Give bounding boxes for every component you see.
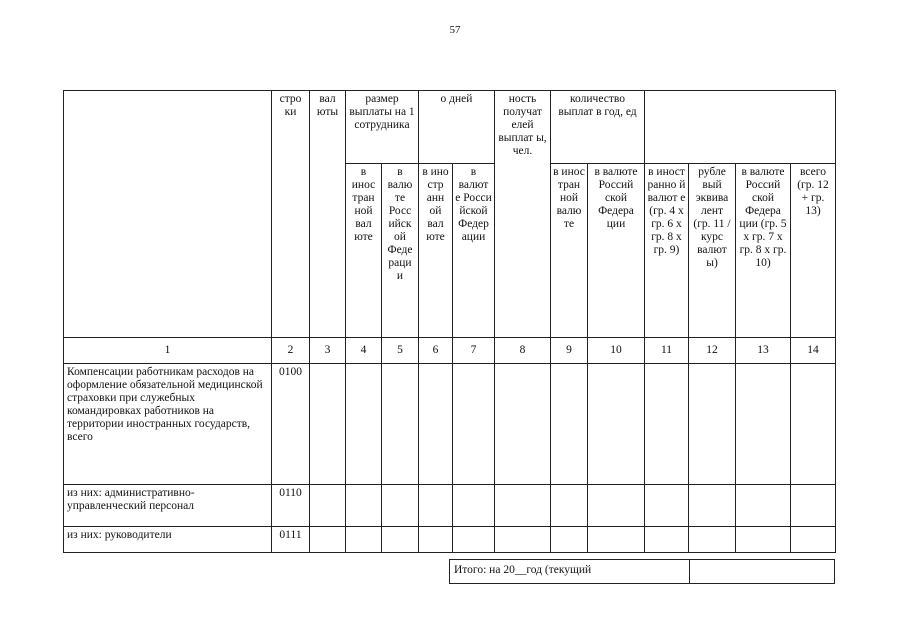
- column-number: 6: [419, 338, 453, 364]
- subheader-c13: в валюте Россий ской Федера ции (гр. 5 х гр. 7 х гр. 8 х гр. 10): [736, 164, 791, 338]
- total-value-cell[interactable]: [690, 560, 834, 583]
- data-cell[interactable]: [346, 485, 382, 527]
- data-cell[interactable]: [310, 527, 346, 553]
- data-cell[interactable]: [645, 485, 689, 527]
- header-rows: стро ки: [272, 91, 310, 338]
- column-number-row: [64, 338, 836, 364]
- row-code: 0111: [272, 527, 310, 553]
- data-cell[interactable]: [791, 364, 836, 485]
- data-cell[interactable]: [419, 485, 453, 527]
- column-number: 3: [310, 338, 346, 364]
- column-number: 12: [689, 338, 736, 364]
- data-cell[interactable]: [551, 364, 588, 485]
- subheader-c7: в валют е Росси йской Федер ации: [453, 164, 495, 338]
- header-days: о дней: [419, 91, 495, 164]
- subheader-c6: в ино стр анн ой вал юте: [419, 164, 453, 338]
- table-row: [64, 527, 836, 553]
- data-cell[interactable]: [419, 527, 453, 553]
- data-cell[interactable]: [453, 364, 495, 485]
- column-number: 5: [382, 338, 419, 364]
- subheader-c11: в иност ранно й валют е (гр. 4 х гр. 6 х гр. 8 х гр. 9): [645, 164, 689, 338]
- column-number: 7: [453, 338, 495, 364]
- data-cell[interactable]: [645, 527, 689, 553]
- data-cell[interactable]: [382, 364, 419, 485]
- data-cell[interactable]: [453, 485, 495, 527]
- data-cell[interactable]: [495, 485, 551, 527]
- data-cell[interactable]: [310, 485, 346, 527]
- data-cell[interactable]: [419, 364, 453, 485]
- header-payment-count: количество выплат в год, ед: [551, 91, 645, 164]
- data-cell[interactable]: [588, 485, 645, 527]
- row-label: из них: руководители: [64, 527, 272, 553]
- column-number: 9: [551, 338, 588, 364]
- row-label: из них: административно-управленческий персонал: [64, 485, 272, 527]
- column-number: 2: [272, 338, 310, 364]
- page-number: 57: [449, 24, 461, 36]
- data-cell[interactable]: [495, 364, 551, 485]
- data-cell[interactable]: [689, 485, 736, 527]
- data-cell[interactable]: [310, 364, 346, 485]
- data-cell[interactable]: [736, 364, 791, 485]
- table-row: [64, 364, 836, 485]
- column-number: 1: [64, 338, 272, 364]
- data-cell[interactable]: [689, 364, 736, 485]
- data-cell[interactable]: [588, 364, 645, 485]
- data-cell[interactable]: [791, 485, 836, 527]
- expense-table: [63, 90, 836, 553]
- data-cell[interactable]: [689, 527, 736, 553]
- data-cell[interactable]: [382, 485, 419, 527]
- data-cell[interactable]: [791, 527, 836, 553]
- data-cell[interactable]: [382, 527, 419, 553]
- total-row: [449, 559, 835, 584]
- column-number: 10: [588, 338, 645, 364]
- subheader-c9: в инос тран ной валю те: [551, 164, 588, 338]
- row-code: 0110: [272, 485, 310, 527]
- data-cell[interactable]: [588, 527, 645, 553]
- subheader-c5: в валю те Росс ийск ой Феде раци и: [382, 164, 419, 338]
- column-number: 13: [736, 338, 791, 364]
- header-currency: вал юты: [310, 91, 346, 338]
- data-cell[interactable]: [495, 527, 551, 553]
- row-label: Компенсации работникам расходов на оформление обязательной медицинской страховки при служебных командировках работников на территории иностранных государств, всего: [64, 364, 272, 485]
- data-cell[interactable]: [645, 364, 689, 485]
- total-label: Итого: на 20__год (текущий: [450, 560, 690, 583]
- data-cell[interactable]: [551, 485, 588, 527]
- header-recipients: ность получат елей выплат ы, чел.: [495, 91, 551, 338]
- subheader-c12: рубле вый эквива лент (гр. 11 / курс валют ы): [689, 164, 736, 338]
- table-row: [64, 485, 836, 527]
- row-code: 0100: [272, 364, 310, 485]
- subheader-c10: в валюте Россий ской Федера ции: [588, 164, 645, 338]
- header-amounts: [645, 91, 836, 164]
- column-number: 11: [645, 338, 689, 364]
- column-number: 4: [346, 338, 382, 364]
- header-col1: [64, 91, 272, 338]
- data-cell[interactable]: [346, 527, 382, 553]
- data-cell[interactable]: [736, 485, 791, 527]
- data-cell[interactable]: [453, 527, 495, 553]
- data-cell[interactable]: [346, 364, 382, 485]
- column-number: 14: [791, 338, 836, 364]
- subheader-c14: всего (гр. 12 + гр. 13): [791, 164, 836, 338]
- subheader-c4: в инос тран ной вал юте: [346, 164, 382, 338]
- header-payment-size: размер выплаты на 1 сотрудника: [346, 91, 419, 164]
- column-number: 8: [495, 338, 551, 364]
- data-cell[interactable]: [551, 527, 588, 553]
- data-cell[interactable]: [736, 527, 791, 553]
